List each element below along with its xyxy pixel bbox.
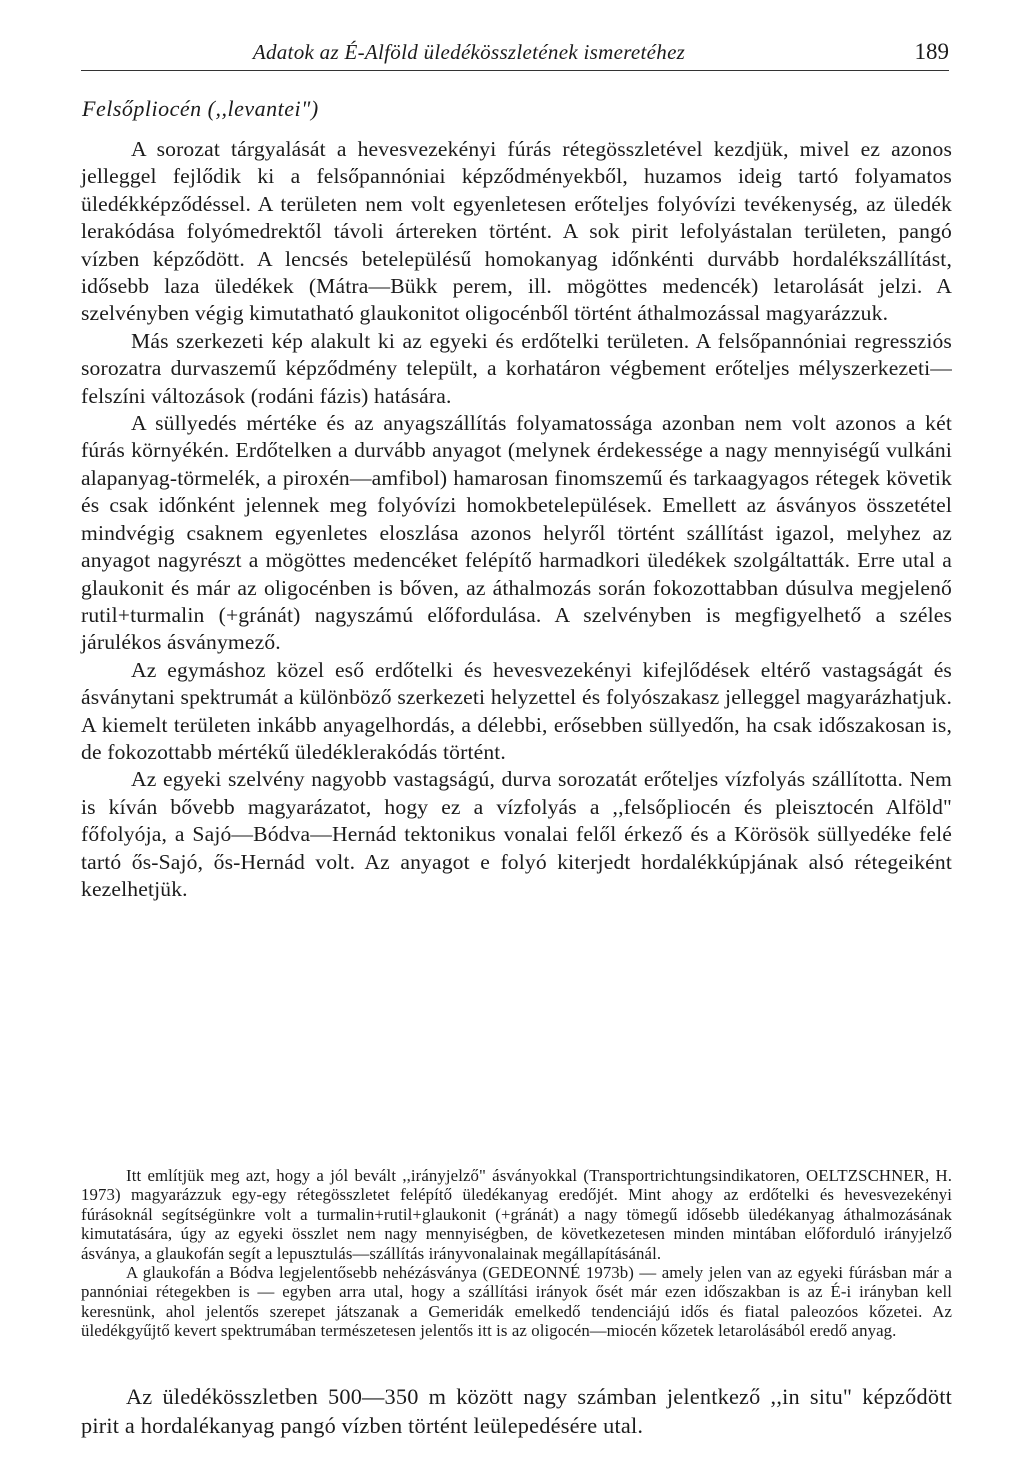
- paragraph-3: A süllyedés mértéke és az anyagszállítás folyamatossága azonban nem volt azonos a két fúrás környékén. Erdőtelken a durvább anyagot (melynek érdekessége a nagy mennyiségű vulkáni alapanyag-törmelék, a piroxén—amfibol) hamarosan finomszemű és tarkaagyagos rétegek követik és csak időnként jelennek meg folyóvízi homokbetelepülések. Emellett az ásványos összetétel mindvégig csaknem egyenletes eloszlása azonos helyről történt szállítást igazol, melyhez az anyagot nagyrészt a mögöttes medencéket felépítő harmadkori üledékek szolgáltatták. Erre utal a glaukonit és már az oligocénben is bőven, az áthalmozás során fokozottabban dúsulva megjelenő rutil+turmalin (+gránát) nagyszámú előfordulása. A szelvényben is megfigyelhető a széles járulékos ásványmező.: [81, 411, 952, 655]
- section-title: Felsőpliocén (,,levantei"): [82, 96, 319, 121]
- paragraph-1: A sorozat tárgyalását a hevesvezekényi fúrás rétegösszletével kezdjük, mivel ez azonos jelleggel fejlődik ki a felsőpannóniai képződményekből, huzamos ideig tartó folyamatos üledékképződéssel. A területen nem volt egyenletesen erőteljes folyóvízi tevékenység, az üledék lerakódása folyómedrektől távoli ártereken történt. A sok pirit lefolyástalan területen, pangó vízben képződött. A lencsés betelepülésű homokanyag időnkénti durvább hordalékszállítást, idősebb laza üledékek (Mátra—Bükk perem, ill. mögöttes medencék) letarolását jelzi. A szelvényben végig kimutatható glaukonitot oligocénből történt áthalmozással magyarázzuk.: [81, 137, 952, 326]
- closing-paragraph-block: [81, 1382, 952, 1440]
- note-1: Itt említjük meg azt, hogy a jól bevált ,,irányjelző" ásványokkal (Transportrichtungsindikatoren, OELTZSCHNER, H. 1973) magyarázzuk egy-egy rétegösszletet felépítő üledékanyag eredőjét. Mint ahogy az erdőtelki és hevesvezekényi fúrásoknál segítségünkre volt a turmalin+rutil+glaukonit (+gránát) a nagy tömegű idősebb üledékanyag áthalmozásának kimutatására, úgy az egyeki összlet nem nagy mennyiségben, de következetesen minden mintában előforduló irányjelző ásványa, a glaukofán segít a lepusztulás—szállítás irányvonalainak megállapításánál.: [81, 1166, 952, 1263]
- page-number: 189: [914, 39, 949, 64]
- paragraph-5: Az egyeki szelvény nagyobb vastagságú, durva sorozatát erőteljes vízfolyás szállította. Nem is kíván bővebb magyarázatot, hogy ez a vízfolyás a ,,felsőpliocén és pleisztocén Alföld" főfolyója, a Sajó—Bódva—Hernád tektonikus vonalai felől érkező és a Körösök süllyedéke felé tartó ős-Sajó, ős-Hernád volt. Az anyagot e folyó kiterjedt hordalékkúpjának alsó rétegeiként kezelhetjük.: [81, 767, 952, 901]
- note-2: A glaukofán a Bódva legjelentősebb nehézásványa (GEDEONNÉ 1973b) — amely jelen van az egyeki fúrásban már a pannóniai rétegekben is — egyben arra utal, hogy a szállítási irányok ősét már ezen időszakban is az É-i irányban kell keresnünk, ahol jelentős szerepet játszanak a Gemeridák emelkedő tendenciájú idős és fiatal paleozóos kőzetei. Az üledékgyűjtő kevert spektrumában természetesen jelentős itt is az oligocén—miocén kőzetek letarolásából eredő anyag.: [81, 1263, 952, 1341]
- body-text: [81, 136, 952, 903]
- running-title: Adatok az É-Alföld üledékösszletének ismeretéhez: [252, 40, 686, 64]
- paragraph-4: Az egymáshoz közel eső erdőtelki és hevesvezekényi kifejlődések eltérő vastagságát és ásványtani spektrumát a különböző szerkezeti helyzettel és folyószakasz jelleggel magyarázhatjuk. A kiemelt területen inkább anyagelhordás, a délebbi, erősebben süllyedőn, ha csak időszakosan is, de fokozottabb mértékű üledéklerakódás történt.: [81, 657, 952, 764]
- closing-paragraph: Az üledékösszletben 500—350 m között nagy számban jelentkező ,,in situ" képződött pirit a hordalékanyag pangó vízben történt leülepedésére utal.: [81, 1384, 952, 1438]
- running-header: [81, 36, 949, 71]
- small-print-notes: [81, 1166, 952, 1341]
- paragraph-2: Más szerkezeti kép alakult ki az egyeki és erdőtelki területen. A felsőpannóniai regressziós sorozatra durvaszemű képződmény települt, a korhatáron végbement erőteljes mélyszerkezeti—felszíni változások (rodáni fázis) hatására.: [81, 328, 952, 408]
